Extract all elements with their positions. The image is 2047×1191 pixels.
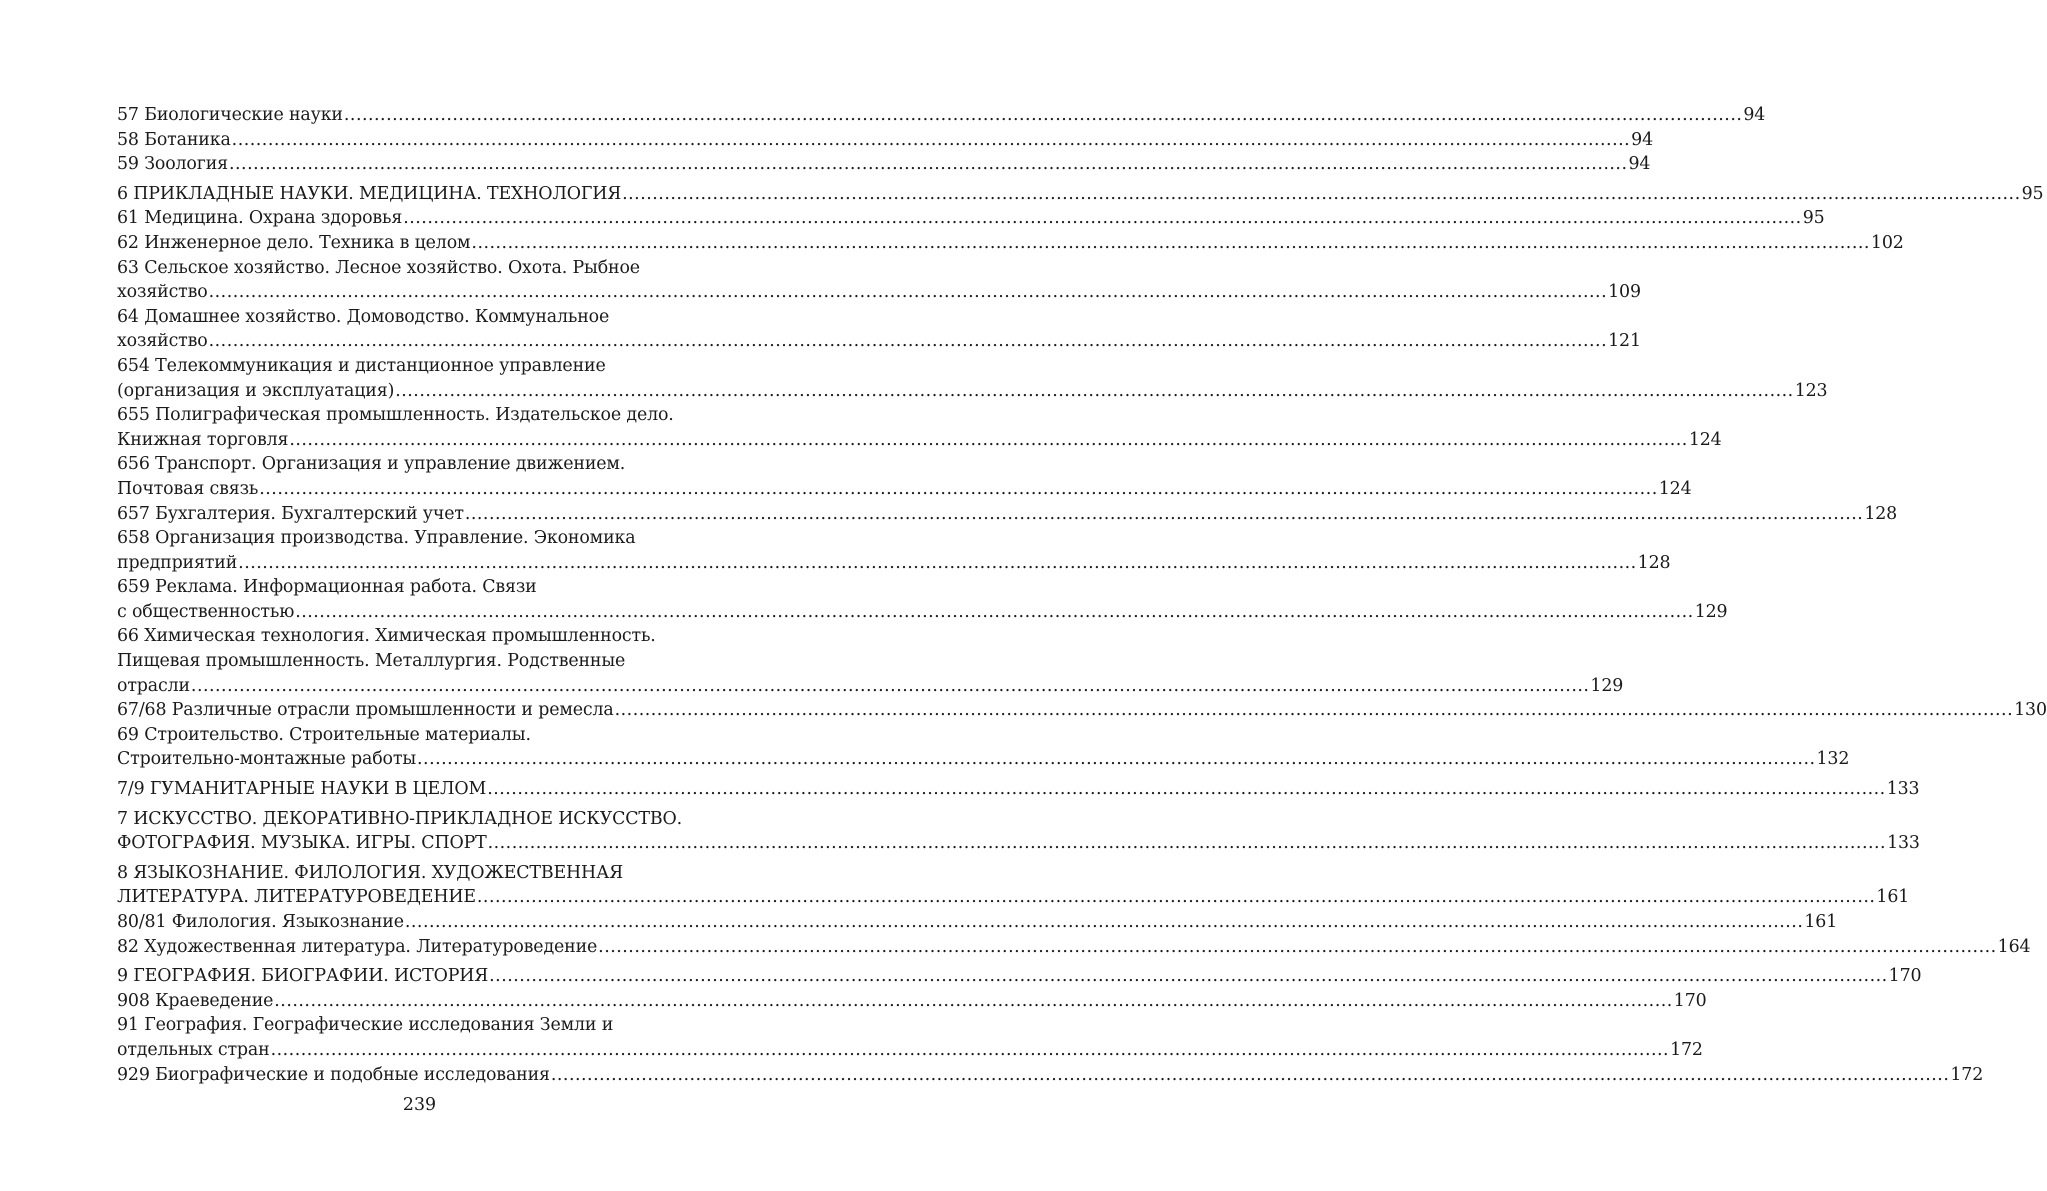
toc-entry-line: 656 Транспорт. Организация и управление движением.: [117, 454, 626, 475]
toc-entry-page-number: 102: [1870, 232, 1904, 253]
toc-entry-title: Строительно-монтажные работы: [117, 749, 417, 770]
toc-entry-page-number: 129: [1590, 675, 1624, 696]
dot-leader: [489, 964, 1888, 989]
toc-entry-page-number: 95: [2021, 183, 2044, 204]
toc-entry-page-number: 172: [1950, 1064, 1984, 1085]
toc-entry-line: 64 Домашнее хозяйство. Домоводство. Коммунальное: [117, 306, 610, 327]
toc-entry-title: 61 Медицина. Охрана здоровья: [117, 208, 403, 229]
toc-entry: [117, 354, 1828, 403]
toc-entry-title: ФОТОГРАФИЯ. МУЗЫКА. ИГРЫ. СПОРТ: [117, 833, 487, 854]
toc-entry-line: 659 Реклама. Информационная работа. Связи: [117, 577, 537, 598]
toc-entry-leader-line: [117, 600, 1728, 625]
toc-entry-line: 7 ИСКУССТВО. ДЕКОРАТИВНО-ПРИКЛАДНОЕ ИСКУССТВО.: [117, 808, 682, 829]
toc-entry-leader-line: [117, 231, 1904, 256]
toc-entry: [117, 723, 1850, 772]
dot-leader: [289, 428, 1688, 453]
toc-entry-title: 59 Зоология: [117, 154, 228, 175]
toc-entry-leader-line: [117, 747, 1850, 772]
toc-entry-title: (организация и эксплуатация): [117, 380, 395, 401]
toc-entry-title: отдельных стран: [117, 1039, 270, 1060]
toc-entry-title: 929 Биографические и подобные исследования: [117, 1064, 550, 1085]
dot-leader: [417, 747, 1816, 772]
toc-entry-title: Книжная торговля: [117, 429, 289, 450]
toc-entry-page-number: 164: [1997, 936, 2031, 957]
toc-entry-leader-line: [117, 885, 1910, 910]
toc-entry-page-number: 172: [1670, 1039, 1703, 1060]
toc-entry: [117, 403, 1722, 452]
toc-entry-title: хозяйство: [117, 331, 208, 352]
toc-entry: [117, 624, 1624, 698]
toc-entry-line: 69 Строительство. Строительные материалы.: [117, 724, 531, 745]
toc-entry-page-number: 133: [1886, 779, 1920, 800]
toc-entry-line: 655 Полиграфическая промышленность. Издательское дело.: [117, 405, 674, 426]
toc-entry-leader-line: [117, 182, 2044, 207]
toc-entry-page-number: 161: [1876, 887, 1910, 908]
toc-entry: [117, 231, 1904, 256]
page-number: 239: [402, 1095, 437, 1115]
toc-entry: [117, 698, 2047, 723]
toc-entry-leader-line: [117, 152, 1651, 177]
toc-entry-leader-line: [117, 128, 1654, 153]
toc-entry-leader-line: [117, 329, 1641, 354]
toc-entry: [117, 103, 1766, 128]
toc-entry-title: 67/68 Различные отрасли промышленности и ремесла: [117, 700, 614, 721]
toc-entry-title: Почтовая связь: [117, 478, 259, 499]
toc-entry-line: Пищевая промышленность. Металлургия. Родственные: [117, 651, 626, 672]
dot-leader: [295, 600, 1694, 625]
toc-entry-leader-line: [117, 1063, 1984, 1088]
toc-entry-page-number: 170: [1888, 966, 1922, 987]
toc-entry-line: 66 Химическая технология. Химическая промышленность.: [117, 626, 656, 647]
dot-leader: [465, 502, 1864, 527]
toc-entry-page-number: 94: [1743, 105, 1766, 125]
toc-entry: [117, 935, 2031, 960]
toc-entry-title: отрасли: [117, 675, 190, 696]
dot-leader: [477, 885, 1876, 910]
toc-entry: [117, 256, 1641, 305]
toc-entry-leader-line: [117, 831, 1920, 856]
toc-entry-leader-line: [117, 103, 1766, 128]
toc-entry-page-number: 124: [1688, 429, 1722, 450]
toc-entry: [117, 989, 1707, 1014]
toc-entry: [117, 502, 1898, 527]
toc-entry-title: хозяйство: [117, 282, 208, 303]
dot-leader: [488, 831, 1887, 856]
dot-leader: [395, 379, 1794, 404]
toc-entry-page-number: 121: [1608, 331, 1641, 352]
dot-leader: [259, 477, 1658, 502]
toc-entry-leader-line: [117, 964, 1922, 989]
toc-entry-page-number: 132: [1816, 749, 1850, 770]
toc-entry-title: ЛИТЕРАТУРА. ЛИТЕРАТУРОВЕДЕНИЕ: [117, 887, 476, 908]
dot-leader: [191, 674, 1590, 699]
toc-entry-leader-line: [117, 910, 1838, 935]
toc-entry-title: 80/81 Филология. Языкознание: [117, 912, 404, 932]
toc-entry-page-number: 133: [1887, 833, 1920, 854]
dot-leader: [232, 128, 1631, 153]
toc-entry: [117, 206, 1825, 231]
toc-entry-page-number: 128: [1637, 552, 1671, 573]
toc-entry-page-number: 94: [1631, 129, 1654, 150]
dot-leader: [551, 1063, 1950, 1088]
toc-entry-title: 908 Краеведение: [117, 990, 274, 1011]
toc-entry: [117, 910, 1838, 935]
toc-entry-page-number: 129: [1694, 601, 1728, 622]
toc-entry-title: 9 ГЕОГРАФИЯ. БИОГРАФИИ. ИСТОРИЯ: [117, 966, 489, 987]
toc-entry-title: предприятий: [117, 552, 238, 573]
toc-entry-title: 62 Инженерное дело. Техника в целом: [117, 232, 471, 253]
toc-entry-leader-line: [117, 698, 2047, 723]
dot-leader: [238, 551, 1637, 576]
toc-entry-leader-line: [117, 551, 1671, 576]
toc-entry-title: 6 ПРИКЛАДНЫЕ НАУКИ. МЕДИЦИНА. ТЕХНОЛОГИЯ: [117, 183, 622, 204]
toc-entry-line: 91 География. Географические исследования Земли и: [117, 1015, 614, 1036]
dot-leader: [403, 206, 1802, 231]
toc-entry-line: 8 ЯЗЫКОЗНАНИЕ. ФИЛОЛОГИЯ. ХУДОЖЕСТВЕННАЯ: [117, 862, 623, 883]
toc-entry-page-number: 94: [1628, 154, 1651, 175]
toc-entry: [117, 305, 1641, 354]
toc-section-entry: [117, 182, 2044, 207]
table-of-contents: [117, 103, 2047, 1087]
toc-entry: [117, 526, 1671, 575]
toc-entry-leader-line: [117, 674, 1624, 699]
toc-entry-line: 63 Сельское хозяйство. Лесное хозяйство. Охота. Рыбное: [117, 257, 640, 278]
dot-leader: [405, 910, 1804, 935]
toc-entry-leader-line: [117, 280, 1641, 305]
toc-section-entry: [117, 807, 1920, 856]
dot-leader: [274, 989, 1673, 1014]
toc-entry-title: 7/9 ГУМАНИТАРНЫЕ НАУКИ В ЦЕЛОМ: [117, 779, 487, 800]
dot-leader: [622, 182, 2021, 207]
toc-section-entry: [117, 964, 1922, 989]
toc-entry-page-number: 109: [1608, 282, 1641, 303]
toc-entry-page-number: 128: [1864, 503, 1898, 524]
toc-entry-title: 82 Художественная литература. Литературоведение: [117, 936, 598, 957]
toc-entry-line: 658 Организация производства. Управление. Экономика: [117, 528, 636, 549]
dot-leader: [615, 698, 2014, 723]
toc-entry-title: с общественностью: [117, 601, 295, 622]
toc-entry-line: 654 Телекоммуникация и дистанционное управление: [117, 355, 606, 376]
toc-section-entry: [117, 777, 1920, 802]
toc-entry-leader-line: [117, 502, 1898, 527]
toc-entry-page-number: 130: [2014, 700, 2047, 721]
toc-entry: [117, 575, 1728, 624]
toc-section-entry: [117, 861, 1910, 910]
toc-entry: [117, 1013, 1703, 1062]
toc-entry-leader-line: [117, 428, 1722, 453]
toc-entry-leader-line: [117, 777, 1920, 802]
dot-leader: [471, 231, 1870, 256]
toc-entry-leader-line: [117, 935, 2031, 960]
toc-entry-page-number: 170: [1673, 990, 1707, 1011]
dot-leader: [344, 103, 1743, 128]
toc-entry-leader-line: [117, 1038, 1703, 1063]
toc-entry: [117, 1063, 1984, 1088]
dot-leader: [598, 935, 1997, 960]
toc-entry: [117, 452, 1692, 501]
dot-leader: [209, 329, 1608, 354]
toc-entry-leader-line: [117, 379, 1828, 404]
toc-entry: [117, 152, 1651, 177]
toc-entry-page-number: 123: [1794, 380, 1828, 401]
toc-entry-leader-line: [117, 989, 1707, 1014]
toc-entry-title: 58 Ботаника: [117, 129, 231, 150]
dot-leader: [487, 777, 1886, 802]
toc-entry-leader-line: [117, 477, 1692, 502]
dot-leader: [271, 1038, 1670, 1063]
toc-entry-title: 657 Бухгалтерия. Бухгалтерский учет: [117, 503, 464, 524]
toc-entry-page-number: 95: [1802, 208, 1825, 229]
toc-entry: [117, 128, 1654, 153]
toc-entry-title: 57 Биологические науки: [117, 105, 343, 125]
toc-entry-leader-line: [117, 206, 1825, 231]
toc-entry-page-number: 161: [1804, 912, 1838, 932]
dot-leader: [209, 280, 1608, 305]
dot-leader: [229, 152, 1628, 177]
toc-entry-page-number: 124: [1658, 478, 1692, 499]
